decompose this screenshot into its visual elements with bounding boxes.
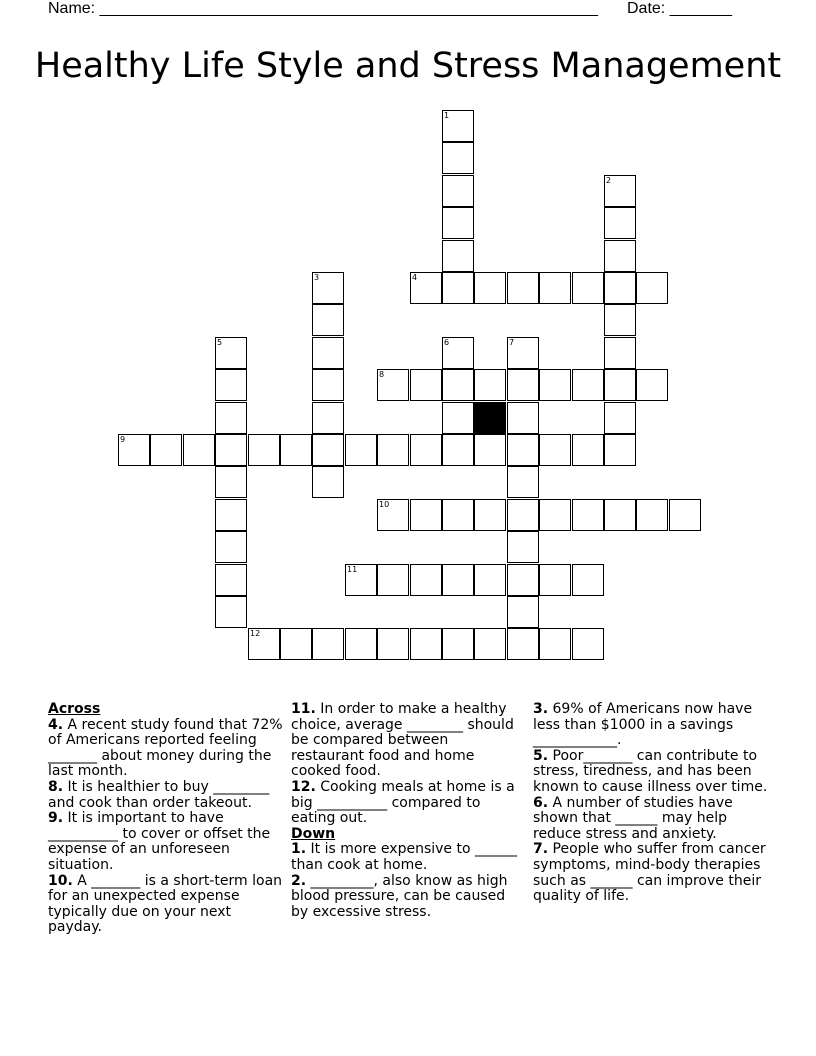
crossword-cell[interactable] — [215, 596, 247, 628]
crossword-cell[interactable] — [572, 499, 604, 531]
cell-number: 1 — [444, 111, 450, 120]
crossword-cell[interactable] — [248, 628, 280, 660]
cell-number: 11 — [347, 565, 358, 574]
crossword-cell[interactable] — [572, 434, 604, 466]
crossword-cell[interactable] — [215, 337, 247, 369]
crossword-cell[interactable] — [312, 466, 344, 498]
crossword-cell[interactable] — [312, 628, 344, 660]
crossword-cell[interactable] — [442, 175, 474, 207]
crossword-cell[interactable] — [572, 272, 604, 304]
crossword-cell[interactable] — [539, 369, 571, 401]
crossword-cell[interactable] — [539, 499, 571, 531]
crossword-cell[interactable] — [215, 499, 247, 531]
name-blank[interactable]: ________________________________________________________ — [99, 0, 598, 17]
crossword-cell[interactable] — [280, 628, 312, 660]
crossword-cell[interactable] — [507, 466, 539, 498]
clue-across-12: 12. Cooking meals at home is a big __________ compared to eating out. — [291, 778, 515, 827]
crossword-cell[interactable] — [410, 499, 442, 531]
crossword-cell[interactable] — [442, 434, 474, 466]
crossword-cell[interactable] — [507, 596, 539, 628]
cell-number: 5 — [217, 338, 223, 347]
cell-number: 2 — [606, 176, 612, 185]
cell-number: 6 — [444, 338, 450, 347]
crossword-cell[interactable] — [215, 402, 247, 434]
crossword-cell[interactable] — [507, 628, 539, 660]
date-label: Date: — [627, 0, 670, 17]
crossword-cell[interactable] — [377, 628, 409, 660]
clue-down-6: 6. A number of studies have shown that ______ may help reduce stress and anxiety. — [533, 794, 733, 842]
crossword-cell[interactable] — [604, 272, 636, 304]
black-square — [474, 402, 506, 434]
crossword-cell[interactable] — [215, 466, 247, 498]
clues-column-3 — [533, 702, 769, 905]
crossword-cell[interactable] — [572, 369, 604, 401]
cell-number: 7 — [509, 338, 515, 347]
crossword-cell[interactable] — [345, 564, 377, 596]
crossword-cell[interactable] — [474, 369, 506, 401]
clue-across-8: 8. It is healthier to buy ________ and cook than order takeout. — [48, 778, 270, 811]
crossword-cell[interactable] — [636, 499, 668, 531]
clue-across-9: 9. It is important to have __________ to cover or offset the expense of an unforeseen situation. — [48, 810, 271, 873]
crossword-cell[interactable] — [377, 564, 409, 596]
crossword-cell[interactable] — [539, 434, 571, 466]
crossword-cell[interactable] — [312, 402, 344, 434]
crossword-cell[interactable] — [604, 304, 636, 336]
clue-down-5: 5. Poor_______ can contribute to stress, tiredness, and has been known to cause illness over time. — [533, 747, 768, 795]
cell-number: 3 — [314, 273, 320, 282]
name-label: Name: — [48, 0, 100, 17]
clues-column-2 — [291, 702, 523, 920]
crossword-cell[interactable] — [507, 499, 539, 531]
down-heading: Down — [291, 825, 336, 842]
cell-number: 12 — [250, 629, 261, 638]
crossword-cell[interactable] — [377, 499, 409, 531]
crossword-cell[interactable] — [118, 434, 150, 466]
crossword-cell[interactable] — [572, 564, 604, 596]
cell-number: 8 — [379, 370, 385, 379]
crossword-cell[interactable] — [604, 207, 636, 239]
crossword-cell[interactable] — [280, 434, 312, 466]
crossword-cell[interactable] — [474, 499, 506, 531]
crossword-cell[interactable] — [410, 564, 442, 596]
crossword-cell[interactable] — [215, 434, 247, 466]
crossword-cell[interactable] — [507, 369, 539, 401]
crossword-cell[interactable] — [604, 402, 636, 434]
crossword-cell[interactable] — [442, 564, 474, 596]
crossword-cell[interactable] — [312, 304, 344, 336]
crossword-cell[interactable] — [507, 434, 539, 466]
page-title: Healthy Life Style and Stress Management — [34, 46, 782, 86]
crossword-cell[interactable] — [215, 564, 247, 596]
crossword-cell[interactable] — [507, 564, 539, 596]
clue-down-7: 7. People who suffer from cancer symptoms, mind-body therapies such as ______ can improve their quality of life. — [533, 841, 766, 905]
crossword-cell[interactable] — [474, 434, 506, 466]
crossword-cell[interactable] — [442, 499, 474, 531]
crossword-cell[interactable] — [604, 240, 636, 272]
date-blank[interactable]: _______ — [669, 0, 732, 17]
crossword-cell[interactable] — [636, 272, 668, 304]
crossword-cell[interactable] — [345, 434, 377, 466]
crossword-cell[interactable] — [604, 175, 636, 207]
crossword-cell[interactable] — [150, 434, 182, 466]
crossword-cell[interactable] — [312, 272, 344, 304]
clue-across-11: 11. In order to make a healthy choice, average ________ should be compared between restaurant food and home cooked food. — [291, 701, 514, 780]
cell-number: 4 — [412, 273, 418, 282]
crossword-cell[interactable] — [442, 337, 474, 369]
clue-down-2: 2. _________, also know as high blood pressure, can be caused by excessive stress. — [291, 872, 508, 920]
crossword-cell[interactable] — [539, 564, 571, 596]
crossword-cell[interactable] — [215, 369, 247, 401]
clue-across-10: 10. A _______ is a short-term loan for an unexpected expense typically due on your next payday. — [48, 872, 283, 936]
crossword-cell[interactable] — [507, 531, 539, 563]
crossword-cell[interactable] — [474, 564, 506, 596]
crossword-cell[interactable] — [442, 402, 474, 434]
crossword-cell[interactable] — [442, 272, 474, 304]
crossword-cell[interactable] — [669, 499, 701, 531]
across-heading: Across — [48, 701, 101, 717]
crossword-cell[interactable] — [312, 369, 344, 401]
crossword-cell[interactable] — [442, 240, 474, 272]
crossword-cell[interactable] — [442, 628, 474, 660]
crossword-cell[interactable] — [604, 337, 636, 369]
crossword-cell[interactable] — [345, 628, 377, 660]
crossword-cell[interactable] — [539, 628, 571, 660]
crossword-cell[interactable] — [442, 110, 474, 142]
crossword-cell[interactable] — [410, 369, 442, 401]
cell-number: 10 — [379, 500, 390, 509]
clue-down-1: 1. It is more expensive to ______ than cook at home. — [291, 841, 517, 873]
crossword-cell[interactable] — [507, 272, 539, 304]
crossword-cell[interactable] — [604, 369, 636, 401]
clues-column-1 — [48, 702, 284, 936]
crossword-cell[interactable] — [474, 272, 506, 304]
crossword-cell[interactable] — [539, 272, 571, 304]
clue-across-4: 4. A recent study found that 72% of Americans reported feeling _______ about money during the last month. — [48, 716, 283, 780]
crossword-cell[interactable] — [410, 628, 442, 660]
crossword-cell[interactable] — [604, 434, 636, 466]
crossword-cell[interactable] — [215, 531, 247, 563]
crossword-cell[interactable] — [410, 434, 442, 466]
crossword-cell[interactable] — [604, 499, 636, 531]
crossword-cell[interactable] — [183, 434, 215, 466]
clue-down-3: 3. 69% of Americans now have less than $1000 in a savings ____________. — [533, 701, 753, 749]
crossword-cell[interactable] — [636, 369, 668, 401]
crossword-cell[interactable] — [312, 337, 344, 369]
cell-number: 9 — [120, 435, 126, 444]
crossword-cell[interactable] — [572, 628, 604, 660]
crossword-cell[interactable] — [312, 434, 344, 466]
crossword-cell[interactable] — [410, 272, 442, 304]
crossword-cell[interactable] — [377, 369, 409, 401]
crossword-cell[interactable] — [507, 337, 539, 369]
crossword-cell[interactable] — [474, 628, 506, 660]
crossword-cell[interactable] — [248, 434, 280, 466]
crossword-cell[interactable] — [442, 207, 474, 239]
crossword-cell[interactable] — [442, 369, 474, 401]
crossword-cell[interactable] — [442, 142, 474, 174]
crossword-cell[interactable] — [377, 434, 409, 466]
crossword-cell[interactable] — [507, 402, 539, 434]
